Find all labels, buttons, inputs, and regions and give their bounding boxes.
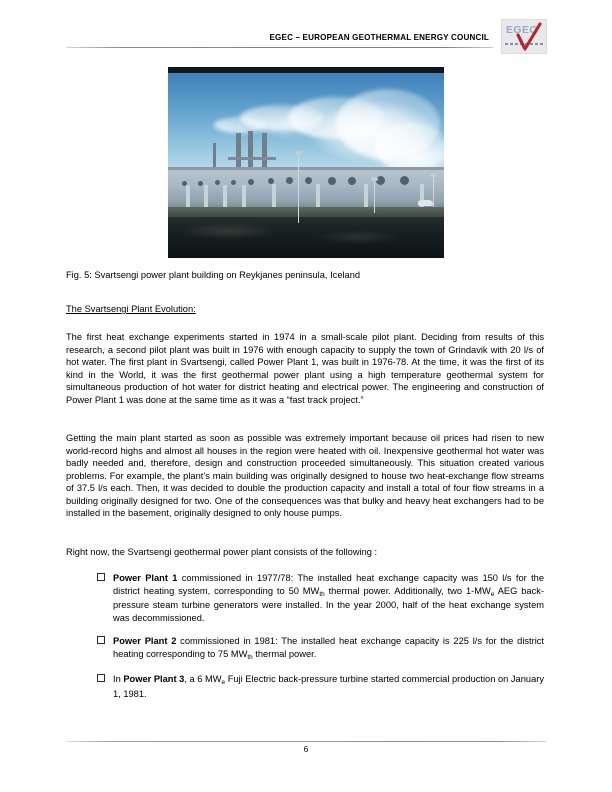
paragraph-current-intro: Right now, the Svartsengi geothermal power plant consists of the following :: [66, 547, 378, 557]
list-item-text-b: Fuji Electric back-pressure turbine started commercial production on January 1, 1981.: [113, 674, 544, 699]
figure-caption: Fig. 5: Svartsengi power plant building on Reykjanes peninsula, Iceland: [66, 270, 361, 280]
list-item: [66, 572, 544, 624]
lamp-head: [430, 173, 437, 177]
hollow-square-bullet-icon: [97, 573, 105, 581]
lamp-post: [374, 179, 375, 213]
hollow-square-bullet-icon: [97, 636, 105, 644]
lamp-post: [298, 153, 299, 223]
plant-pipework: [228, 157, 276, 160]
lamp-post: [433, 175, 434, 207]
list-item: [66, 673, 544, 702]
list-item-sub-a: th: [247, 653, 253, 661]
building-window: [348, 177, 356, 185]
building-window: [328, 177, 336, 185]
header-divider: [66, 47, 493, 48]
list-item-text-a: commissioned in 1981: The installed heat exchange capacity is 225 l/s for the district heating corresponding to 75 MW: [113, 636, 545, 659]
page-header: [0, 0, 612, 56]
list-item: [66, 635, 544, 662]
egec-logo: [501, 19, 547, 54]
parked-car: [418, 200, 433, 206]
building-window: [305, 177, 312, 184]
footer-divider: [66, 741, 546, 742]
logo-text: EGEC: [506, 24, 538, 36]
building-roofline: [168, 167, 444, 170]
list-item-lead: Power Plant 2: [113, 636, 177, 647]
figure-svartsengi-photo: [168, 67, 444, 258]
building-window: [286, 177, 293, 184]
page-number: 6: [303, 744, 309, 754]
photo-lava-foreground: [168, 217, 444, 258]
list-item-text-a: , a 6 MW: [184, 674, 222, 685]
photo-top-border: [168, 67, 444, 73]
plant-list: [66, 572, 544, 713]
red-check-mark-icon: [515, 22, 543, 51]
list-item-lead: Power Plant 1: [113, 573, 178, 583]
paragraph-history: The first heat exchange experiments started in 1974 in a small-scale pilot plant. Deciding from results of this research, a second pilot plant was built in 1976 with enough capacity to supply the town of Grindavik with 20 l/s of hot water. The first plant in Svartsengi, called Power Plant 1, was built in 1976-78. At the time, it was the first of its kind in the World, it was the first geothermal power plant using a high temperature geothermal system for simultaneous production of hot water for district heating and electrical power. The engineering and construction of Power Plant 1 was done at the same time as it was a “fast track project.”: [66, 332, 544, 405]
header-title: EGEC – EUROPEAN GEOTHERMAL ENERGY COUNCIL: [269, 33, 489, 42]
steam-plume: [374, 123, 444, 171]
list-item-text-c: AEG back-pressure steam turbine generators were installed. In the year 2000, half of the heat exchange system was decommissioned.: [113, 585, 544, 623]
building-window: [231, 180, 236, 185]
list-item-sub-a: e: [221, 679, 226, 687]
list-item-text-b: thermal power. Additionally, two 1-MW: [324, 585, 491, 596]
hollow-square-bullet-icon: [97, 674, 105, 682]
lamp-head: [295, 151, 302, 155]
list-item-text-b: thermal power.: [252, 648, 317, 659]
building-window: [248, 179, 254, 185]
list-item-sub-a: th: [319, 590, 325, 598]
photo-plant-building: [168, 167, 444, 210]
paragraph-construction: Getting the main plant started as soon as possible was extremely important because oil prices had risen to new world-record highs and almost all houses in the region were heated with oil. Inexpensive geothermal hot water was badly needed and, therefore, design and construction proceeded simultaneously. This situation created various problems. For example, the plant’s main building was originally designed to house two heat-exchange flow streams of 37.5 l/s each. Then, it was decided to double the production capacity and install a total of four flow streams in a building originally designed for two. One of the consequences was that bulky and heavy heat exchangers had to be installed in the basement, originally designed to only house pumps.: [66, 433, 544, 519]
list-item-sub-b: e: [490, 590, 495, 598]
section-heading: The Svartsengi Plant Evolution:: [66, 304, 196, 314]
list-item-text-a: commissioned in 1977/78: The installed heat exchange capacity was 150 l/s for the district heating system, corresponding to 50 MW: [113, 573, 544, 596]
list-item-lead: Power Plant 3: [123, 674, 185, 685]
building-window: [400, 176, 409, 185]
list-item-prefix: In: [113, 674, 124, 685]
lamp-head: [371, 177, 378, 181]
building-window: [198, 181, 203, 186]
building-window: [215, 180, 220, 185]
